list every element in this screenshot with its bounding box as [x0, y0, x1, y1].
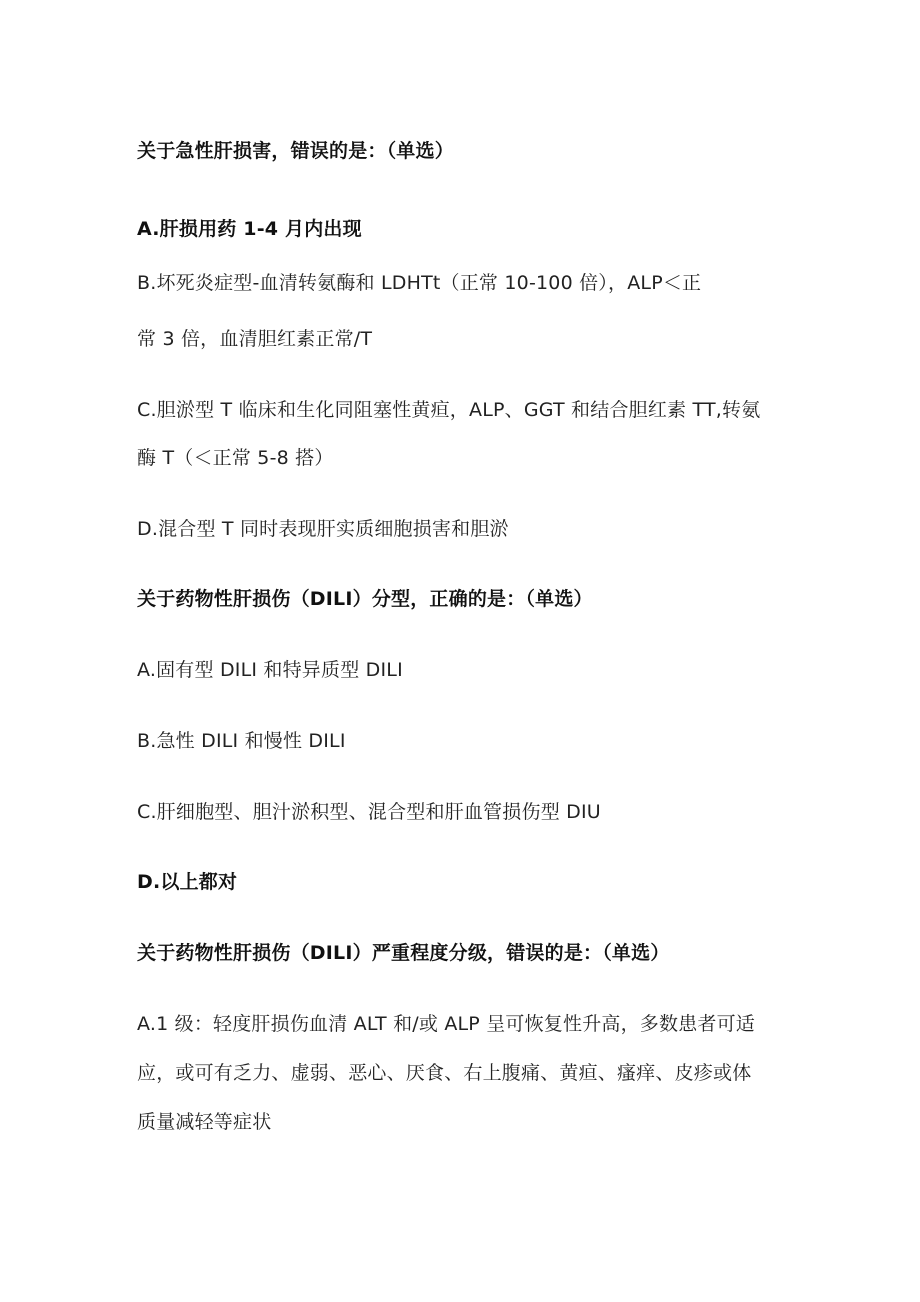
question-1-option-b-line-1: B.坏死炎症型-血清转氨酶和 LDHTt（正常 10-100 倍），ALP＜正	[137, 272, 702, 294]
question-1-option-d: D.混合型 T 同时表现肝实质细胞损害和胆淤	[137, 518, 509, 540]
question-2-option-d: D.以上都对	[137, 871, 238, 893]
question-1-option-c-line-1: C.胆淤型 T 临床和生化同阻塞性黄疸，ALP、GGT 和结合胆红素 TT,转氨	[137, 399, 761, 421]
question-2-option-c: C.肝细胞型、胆汁淤积型、混合型和肝血管损伤型 DIU	[137, 801, 601, 823]
question-3-stem: 关于药物性肝损伤（DILI）严重程度分级，错误的是：（单选）	[137, 942, 670, 964]
question-1-stem: 关于急性肝损害，错误的是：（单选）	[137, 140, 454, 162]
question-1-option-c-line-2: 酶 T（＜正常 5-8 搭）	[137, 447, 334, 469]
question-2-option-a: A.固有型 DILI 和特异质型 DILI	[137, 659, 403, 681]
question-1-option-b-line-2: 常 3 倍，血清胆红素正常/T	[137, 328, 373, 350]
question-2-option-b: B.急性 DILI 和慢性 DILI	[137, 730, 346, 752]
question-3-option-a-line-2: 应，或可有乏力、虚弱、恶心、厌食、右上腹痛、黄疸、瘙痒、皮疹或体	[137, 1062, 752, 1084]
question-3-option-a-line-1: A.1 级：轻度肝损伤血清 ALT 和/或 ALP 呈可恢复性升高，多数患者可适	[137, 1013, 756, 1035]
question-3-option-a-line-3: 质量减轻等症状	[137, 1111, 272, 1133]
question-1-option-a: A.肝损用药 1-4 月内出现	[137, 218, 362, 240]
question-2-stem: 关于药物性肝损伤（DILI）分型，正确的是：（单选）	[137, 588, 593, 610]
